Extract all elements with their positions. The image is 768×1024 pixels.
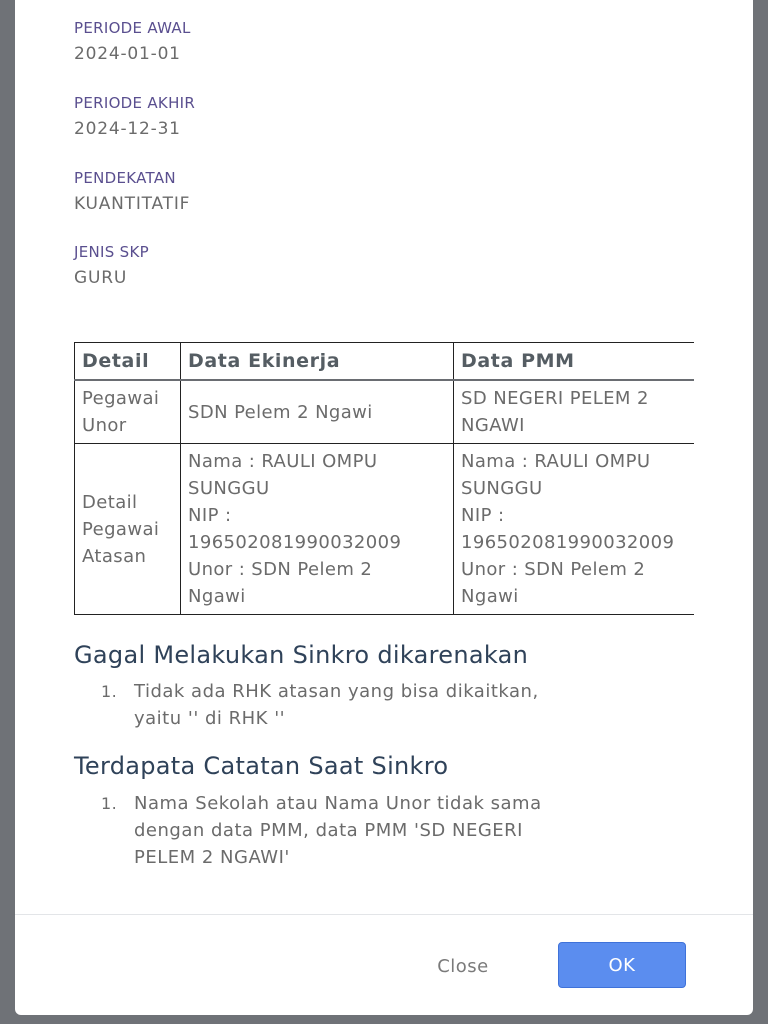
cell-line: SUNGGU <box>188 478 270 499</box>
list-line: Tidak ada RHK atasan yang bisa dikaitkan, <box>134 681 539 702</box>
cell-detail <box>75 444 181 615</box>
field-label: PENDEKATAN <box>74 169 176 187</box>
cell-line: 196502081990032009 <box>461 532 675 553</box>
cell-line: Nama : RAULI OMPU <box>188 451 378 472</box>
cell-pmm <box>454 444 695 615</box>
field-periode-akhir <box>74 93 195 141</box>
header-detail: Detail <box>75 343 181 381</box>
list-line: PELEM 2 NGAWI' <box>134 847 290 868</box>
list-line: dengan data PMM, data PMM 'SD NEGERI <box>134 820 523 841</box>
modal-footer <box>15 914 753 1015</box>
list-item <box>101 678 681 732</box>
cell-pmm <box>454 380 695 444</box>
cell-line: Unor : SDN Pelem 2 <box>188 559 373 580</box>
list-number: 1. <box>101 794 118 813</box>
list-line: Nama Sekolah atau Nama Unor tidak sama <box>134 793 542 814</box>
field-periode-awal <box>74 18 191 66</box>
table-row <box>75 380 695 444</box>
cell-line: Pegawai <box>82 518 160 540</box>
cell-line: NIP : <box>188 505 232 526</box>
notes-section-title: Terdapata Catatan Saat Sinkro <box>74 752 449 780</box>
cell-line: NGAWI <box>461 415 525 436</box>
field-jenis-skp <box>74 242 149 290</box>
cell-line: Pegawai <box>82 388 160 409</box>
failure-list <box>101 678 681 732</box>
cell-line: SUNGGU <box>461 478 543 499</box>
close-button[interactable]: Close <box>413 943 513 989</box>
cell-line: SDN Pelem 2 Ngawi <box>188 401 373 423</box>
field-label: JENIS SKP <box>74 243 149 261</box>
cell-line: 196502081990032009 <box>188 532 402 553</box>
list-number: 1. <box>101 682 118 701</box>
cell-ekinerja <box>181 444 454 615</box>
cell-line: Ngawi <box>461 586 519 607</box>
field-label: PERIODE AWAL <box>74 19 191 37</box>
notes-list <box>101 790 681 871</box>
cell-line: Ngawi <box>188 586 246 607</box>
cell-line: SD NEGERI PELEM 2 <box>461 388 649 409</box>
header-data-ekinerja: Data Ekinerja <box>181 343 454 381</box>
cell-line: Atasan <box>82 545 147 567</box>
table-header-row <box>75 343 695 381</box>
modal-body <box>15 0 753 914</box>
cell-detail <box>75 380 181 444</box>
failure-section-title: Gagal Melakukan Sinkro dikarenakan <box>74 641 529 669</box>
field-label: PERIODE AKHIR <box>74 94 196 112</box>
list-line: yaitu '' di RHK '' <box>134 708 286 729</box>
comparison-table <box>74 342 694 615</box>
field-value: 2024-01-01 <box>74 44 181 64</box>
cell-line: Unor <box>82 415 127 436</box>
field-pendekatan <box>74 168 190 216</box>
cell-line: Nama : RAULI OMPU <box>461 451 651 472</box>
cell-line: Unor : SDN Pelem 2 <box>461 559 646 580</box>
field-value: KUANTITATIF <box>74 194 191 214</box>
field-value: GURU <box>74 268 128 288</box>
comparison-table-scroll[interactable] <box>74 342 694 615</box>
cell-line: NIP : <box>461 505 505 526</box>
ok-button[interactable]: OK <box>558 942 686 988</box>
sync-modal <box>15 0 753 1015</box>
field-value: 2024-12-31 <box>74 119 181 139</box>
header-data-pmm: Data PMM <box>454 343 695 381</box>
list-item <box>101 790 681 871</box>
cell-ekinerja <box>181 380 454 444</box>
cell-line: Detail <box>82 491 138 513</box>
table-row <box>75 444 695 615</box>
